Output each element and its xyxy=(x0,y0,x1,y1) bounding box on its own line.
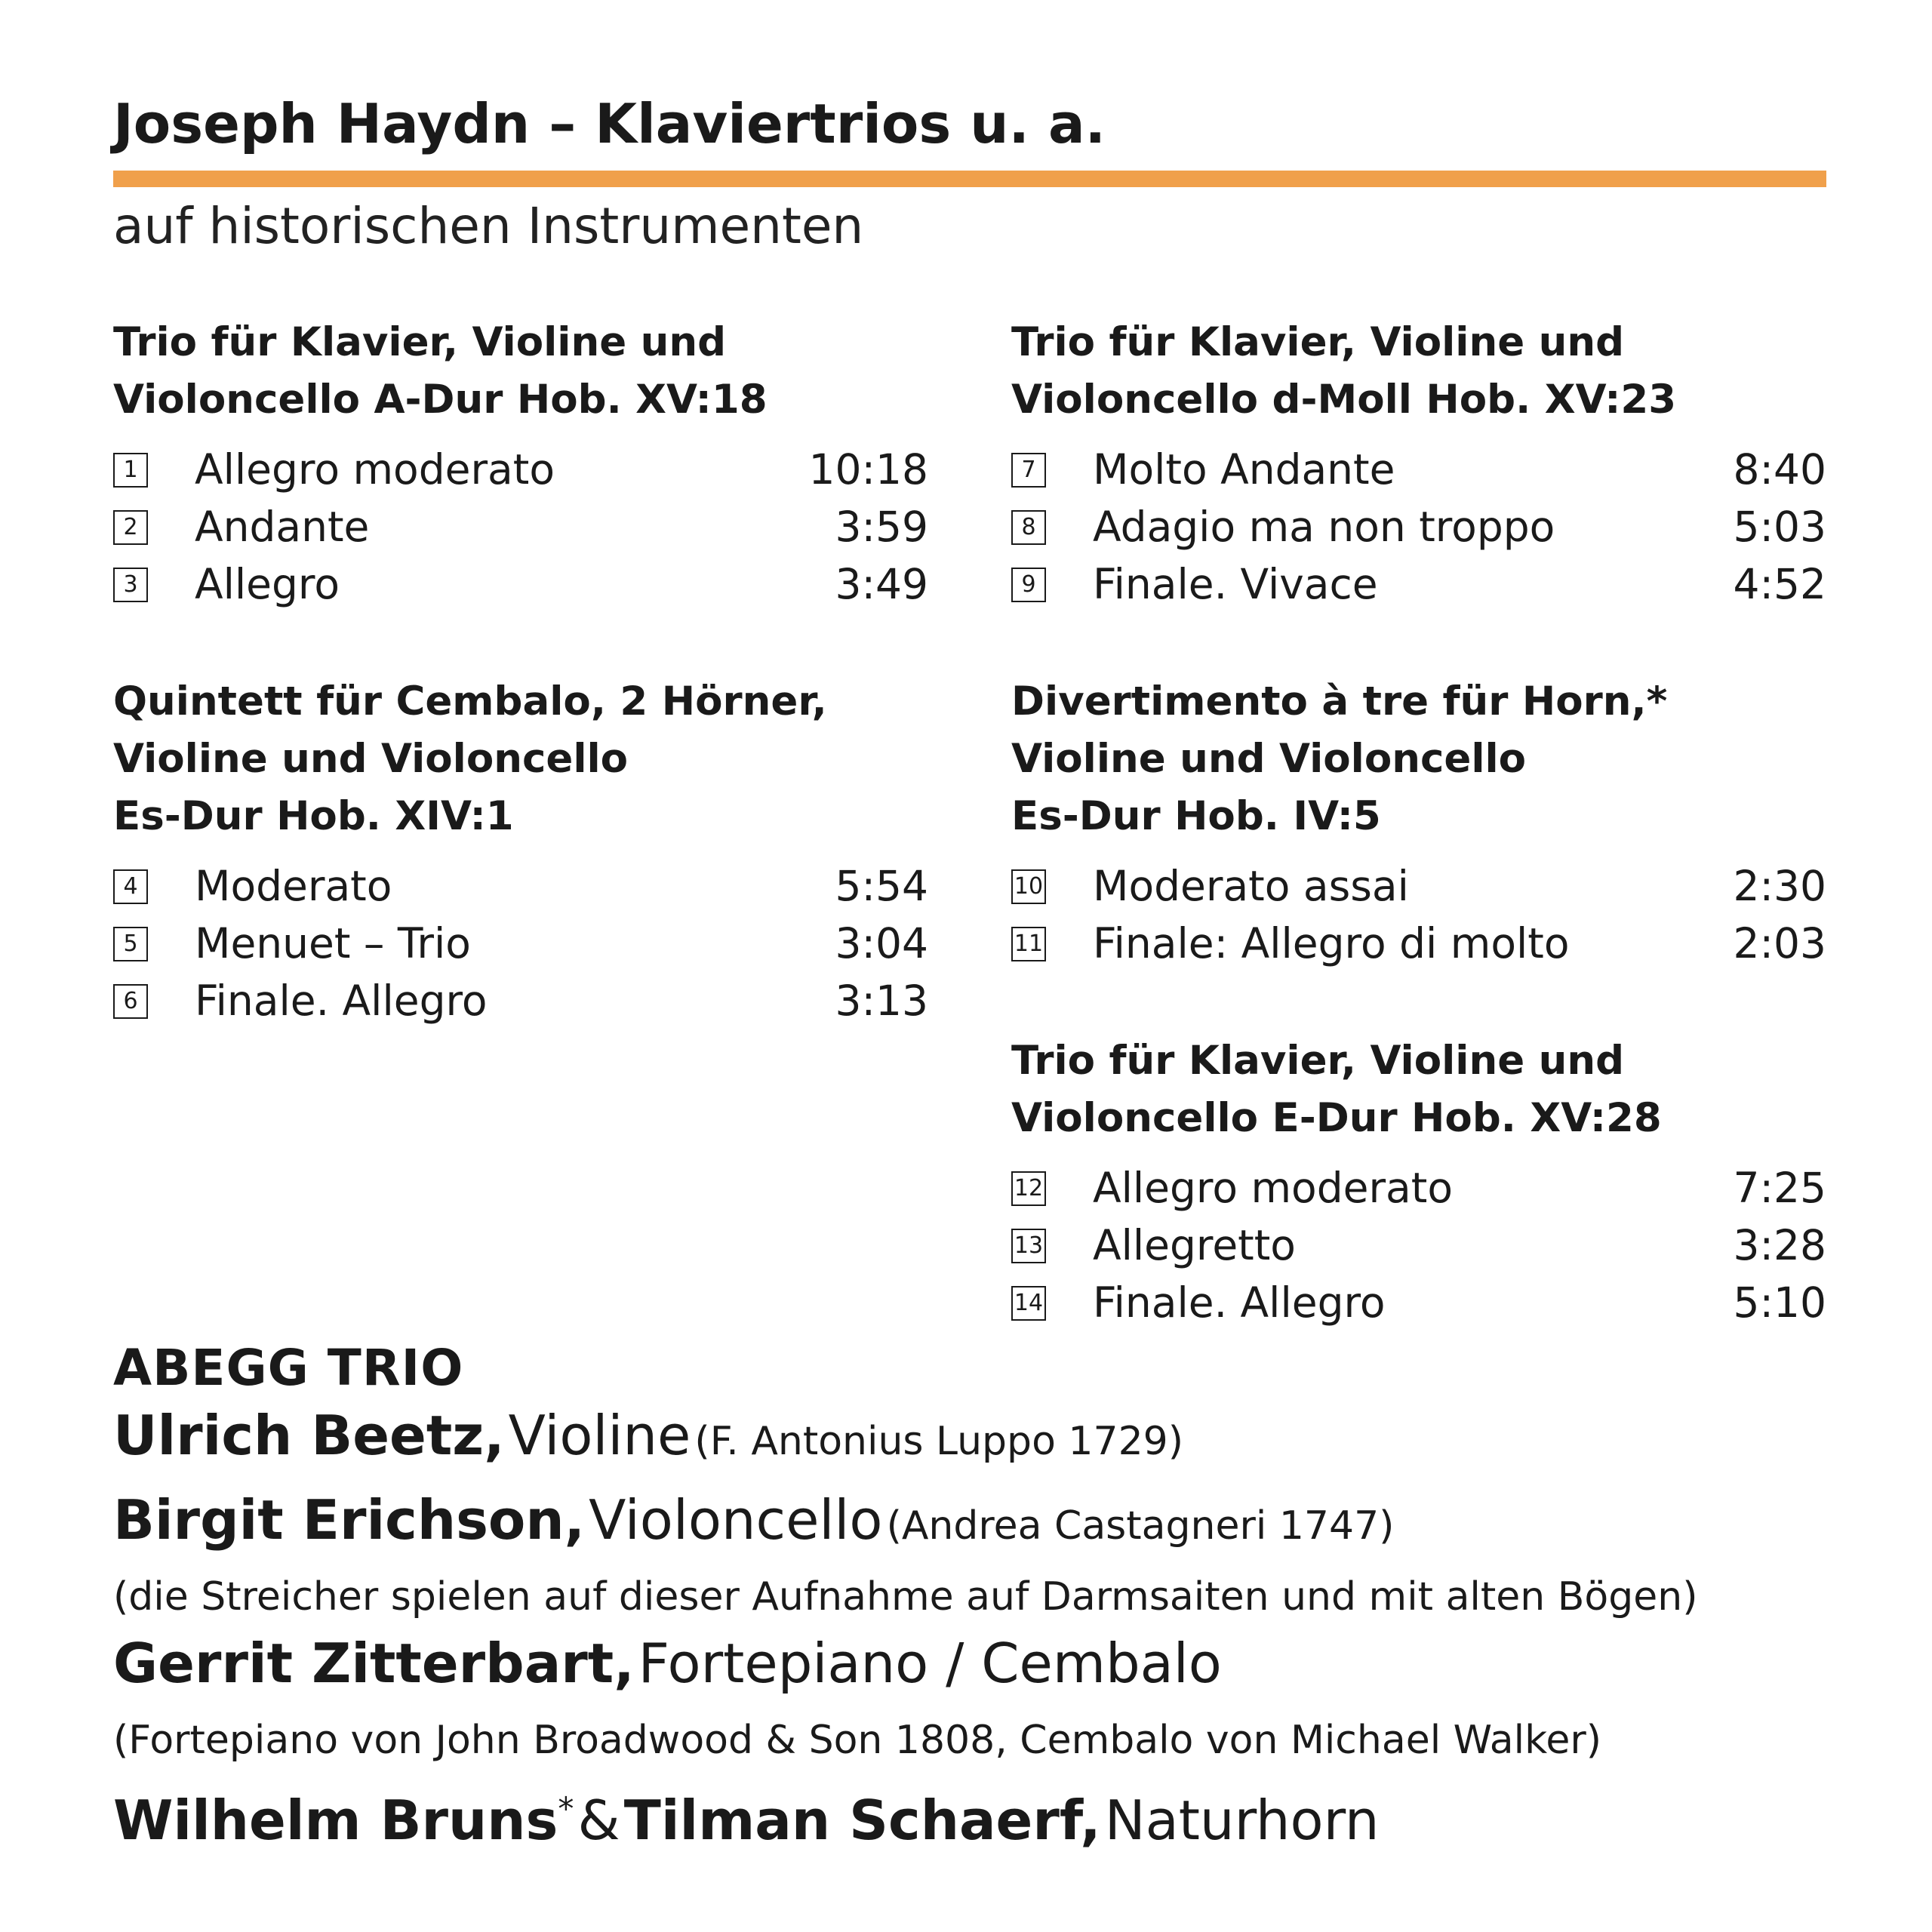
album-title: Joseph Haydn – Klaviertrios u. a. xyxy=(113,92,1106,155)
track-number-box: 7 xyxy=(1011,453,1046,488)
track-number-box: 3 xyxy=(113,568,148,602)
track-title: Finale. Allegro xyxy=(195,977,488,1025)
instrument-note: (F. Antonius Luppo 1729) xyxy=(694,1419,1184,1464)
track-number-box: 8 xyxy=(1011,510,1046,545)
track-title: Menuet – Trio xyxy=(195,919,471,968)
accent-rule xyxy=(113,171,1826,187)
performer-instrument: Violoncello xyxy=(589,1488,883,1552)
performer-name: Gerrit Zitterbart, xyxy=(113,1632,635,1695)
work-heading-line: Quintett für Cembalo, 2 Hörner, xyxy=(113,678,827,724)
track-row xyxy=(113,555,928,613)
track-number-box: 5 xyxy=(113,927,148,961)
work-section xyxy=(1011,1032,1826,1331)
ampersand: & xyxy=(577,1789,620,1852)
work-heading xyxy=(113,673,928,845)
performer-name: Wilhelm Bruns xyxy=(113,1789,558,1852)
performer-instrument: Naturhorn xyxy=(1104,1789,1380,1852)
performers-block xyxy=(113,1336,1849,1772)
work-heading-line: Divertimento à tre für Horn,* xyxy=(1011,678,1668,724)
performer-piano xyxy=(113,1629,1849,1713)
track-number-box: 14 xyxy=(1011,1286,1046,1321)
track-title: Molto Andante xyxy=(1093,445,1395,494)
performer-name: Tilman Schaerf, xyxy=(623,1789,1101,1852)
track-number-box: 9 xyxy=(1011,568,1046,602)
track-duration: 8:40 xyxy=(1733,445,1826,494)
track-row xyxy=(1011,915,1826,972)
track-row xyxy=(1011,1217,1826,1274)
work-heading-line: Violine und Violoncello xyxy=(1011,736,1527,782)
track-title: Finale: Allegro di molto xyxy=(1093,919,1570,968)
track-title: Moderato assai xyxy=(1093,862,1409,910)
work-heading-line: Trio für Klavier, Violine und xyxy=(113,319,727,365)
ensemble-name: ABEGG TRIO xyxy=(113,1339,464,1397)
work-heading-line: Violoncello A-Dur Hob. XV:18 xyxy=(113,377,768,423)
work-section xyxy=(1011,314,1826,613)
track-row xyxy=(1011,498,1826,555)
track-number-box: 2 xyxy=(113,510,148,545)
track-duration: 3:04 xyxy=(835,919,928,968)
work-heading-line: Trio für Klavier, Violine und xyxy=(1011,319,1625,365)
work-heading xyxy=(113,314,928,429)
track-title: Allegretto xyxy=(1093,1221,1296,1269)
performer-name: Birgit Erichson, xyxy=(113,1488,586,1552)
track-row xyxy=(1011,555,1826,613)
track-number-box: 12 xyxy=(1011,1171,1046,1206)
track-row xyxy=(113,857,928,915)
track-row xyxy=(113,441,928,498)
track-duration: 5:54 xyxy=(835,862,928,910)
album-subtitle: auf historischen Instrumenten xyxy=(113,197,864,255)
track-duration: 4:52 xyxy=(1733,560,1826,608)
track-title: Adagio ma non troppo xyxy=(1093,503,1555,551)
track-number-box: 10 xyxy=(1011,869,1046,904)
work-heading xyxy=(1011,1032,1826,1147)
work-section xyxy=(1011,673,1826,972)
footnote-asterisk: * xyxy=(558,1790,574,1827)
work-heading-line: Violoncello d-Moll Hob. XV:23 xyxy=(1011,377,1677,423)
track-title: Allegro xyxy=(195,560,340,608)
performer-cello xyxy=(113,1485,1849,1570)
work-heading-line: Es-Dur Hob. XIV:1 xyxy=(113,793,514,839)
work-heading-line: Violoncello E-Dur Hob. XV:28 xyxy=(1011,1095,1662,1141)
performer-horns xyxy=(113,1786,1380,1870)
track-row xyxy=(113,498,928,555)
track-duration: 5:10 xyxy=(1733,1278,1826,1327)
track-title: Allegro moderato xyxy=(195,445,555,494)
piano-note: (Fortepiano von John Broadwood & Son 1808, Cembalo von Michael Walker) xyxy=(113,1718,1601,1763)
track-row xyxy=(113,915,928,972)
work-section xyxy=(113,673,928,1029)
track-number-box: 11 xyxy=(1011,927,1046,961)
performer-instrument: Violine xyxy=(508,1404,691,1467)
performer-instrument: Fortepiano / Cembalo xyxy=(638,1632,1222,1695)
track-duration: 2:03 xyxy=(1733,919,1826,968)
track-duration: 3:59 xyxy=(835,503,928,551)
work-heading-line: Violine und Violoncello xyxy=(113,736,629,782)
track-row xyxy=(113,972,928,1029)
track-number-box: 4 xyxy=(113,869,148,904)
strings-note: (die Streicher spielen auf dieser Aufnahme auf Darmsaiten und mit alten Bögen) xyxy=(113,1574,1698,1620)
track-row xyxy=(1011,857,1826,915)
track-duration: 10:18 xyxy=(808,445,928,494)
track-duration: 3:49 xyxy=(835,560,928,608)
track-title: Moderato xyxy=(195,862,392,910)
track-duration: 2:30 xyxy=(1733,862,1826,910)
track-duration: 7:25 xyxy=(1733,1164,1826,1212)
performer-name: Ulrich Beetz, xyxy=(113,1404,505,1467)
work-heading xyxy=(1011,673,1826,845)
track-title: Finale. Allegro xyxy=(1093,1278,1386,1327)
instrument-note: (Andrea Castagneri 1747) xyxy=(886,1503,1395,1549)
performer-violin xyxy=(113,1401,1849,1485)
track-row xyxy=(1011,441,1826,498)
track-duration: 5:03 xyxy=(1733,503,1826,551)
work-heading xyxy=(1011,314,1826,429)
track-title: Allegro moderato xyxy=(1093,1164,1453,1212)
track-title: Andante xyxy=(195,503,370,551)
track-number-box: 6 xyxy=(113,984,148,1019)
work-heading-line: Trio für Klavier, Violine und xyxy=(1011,1038,1625,1084)
track-number-box: 1 xyxy=(113,453,148,488)
track-number-box: 13 xyxy=(1011,1229,1046,1263)
track-title: Finale. Vivace xyxy=(1093,560,1378,608)
track-duration: 3:28 xyxy=(1733,1221,1826,1269)
work-heading-line: Es-Dur Hob. IV:5 xyxy=(1011,793,1381,839)
track-duration: 3:13 xyxy=(835,977,928,1025)
track-row xyxy=(1011,1274,1826,1331)
work-section xyxy=(113,314,928,613)
track-row xyxy=(1011,1159,1826,1217)
